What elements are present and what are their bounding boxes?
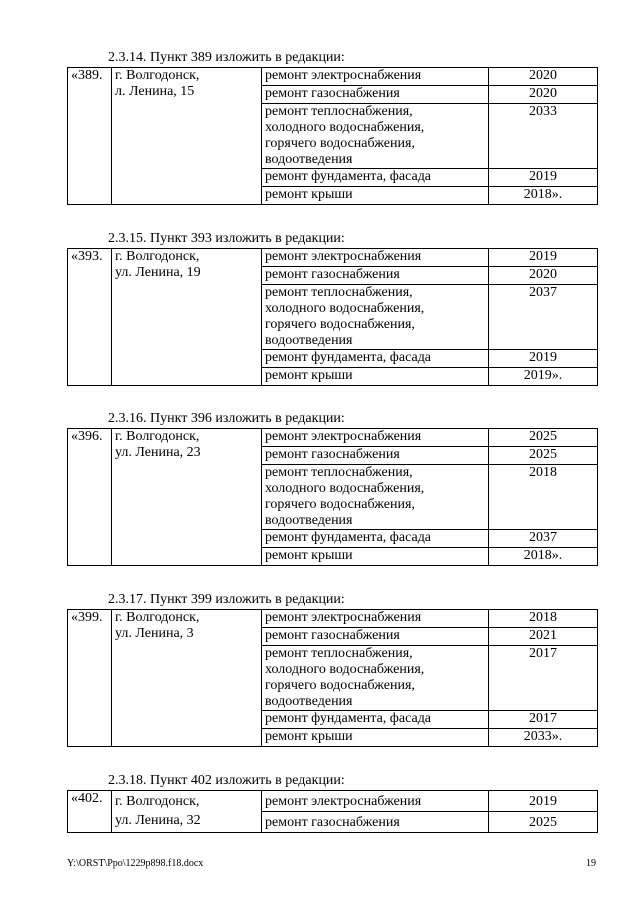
work-year: 2025 <box>489 447 598 465</box>
work-year: 2033 <box>489 104 598 169</box>
work-type: ремонт фундамента, фасада <box>262 530 489 548</box>
work-year: 2020 <box>489 86 598 104</box>
item-number: «396. <box>68 429 112 566</box>
work-type: ремонт фундамента, фасада <box>262 711 489 729</box>
work-type: ремонт электроснабжения <box>262 791 489 812</box>
section-heading: 2.3.16. Пункт 396 изложить в редакции: <box>108 411 345 426</box>
work-year: 2019 <box>489 249 598 267</box>
work-year: 2033». <box>489 729 598 747</box>
work-year: 2018 <box>489 465 598 530</box>
item-number: «402. <box>68 791 112 833</box>
work-year: 2017 <box>489 646 598 711</box>
table-item-402 <box>67 790 598 833</box>
work-year: 2018 <box>489 610 598 628</box>
item-number: «399. <box>68 610 112 747</box>
work-year: 2037 <box>489 285 598 350</box>
work-year: 2021 <box>489 628 598 646</box>
work-type: ремонт газоснабжения <box>262 628 489 646</box>
item-address: г. Волгодонск, ул. Ленина, 32 <box>112 791 262 833</box>
work-type: ремонт газоснабжения <box>262 812 489 833</box>
work-type: ремонт электроснабжения <box>262 68 489 86</box>
work-year: 2017 <box>489 711 598 729</box>
work-type: ремонт крыши <box>262 187 489 205</box>
work-year: 2019 <box>489 169 598 187</box>
item-address: г. Волгодонск, л. Ленина, 15 <box>112 68 262 205</box>
work-year: 2020 <box>489 68 598 86</box>
work-year: 2019». <box>489 368 598 386</box>
work-type: ремонт теплоснабжения, холодного водоснабжения, горячего водоснабжения, водоотведения <box>262 646 489 711</box>
work-year: 2037 <box>489 530 598 548</box>
work-type: ремонт электроснабжения <box>262 249 489 267</box>
work-type: ремонт крыши <box>262 548 489 566</box>
table-item-396 <box>67 428 598 566</box>
item-address: г. Волгодонск, ул. Ленина, 19 <box>112 249 262 386</box>
work-type: ремонт крыши <box>262 729 489 747</box>
work-type: ремонт крыши <box>262 368 489 386</box>
work-type: ремонт электроснабжения <box>262 610 489 628</box>
work-type: ремонт фундамента, фасада <box>262 350 489 368</box>
table-item-393 <box>67 248 598 386</box>
section-heading: 2.3.17. Пункт 399 изложить в редакции: <box>108 592 345 607</box>
work-type: ремонт теплоснабжения, холодного водоснабжения, горячего водоснабжения, водоотведения <box>262 104 489 169</box>
section-heading: 2.3.15. Пункт 393 изложить в редакции: <box>108 231 345 246</box>
work-year: 2025 <box>489 429 598 447</box>
table-item-399 <box>67 609 598 747</box>
item-address: г. Волгодонск, ул. Ленина, 3 <box>112 610 262 747</box>
work-year: 2018». <box>489 548 598 566</box>
table-item-389 <box>67 67 598 205</box>
work-type: ремонт теплоснабжения, холодного водоснабжения, горячего водоснабжения, водоотведения <box>262 465 489 530</box>
section-heading: 2.3.14. Пункт 389 изложить в редакции: <box>108 50 345 65</box>
work-year: 2025 <box>489 812 598 833</box>
work-year: 2020 <box>489 267 598 285</box>
section-heading: 2.3.18. Пункт 402 изложить в редакции: <box>108 773 345 788</box>
page-number: 19 <box>586 858 596 869</box>
item-address: г. Волгодонск, ул. Ленина, 23 <box>112 429 262 566</box>
work-type: ремонт электроснабжения <box>262 429 489 447</box>
footer-file-path: Y:\ORST\Ppo\1229p898.f18.docx <box>67 858 204 869</box>
work-type: ремонт газоснабжения <box>262 86 489 104</box>
item-number: «389. <box>68 68 112 205</box>
item-number: «393. <box>68 249 112 386</box>
work-year: 2019 <box>489 791 598 812</box>
work-type: ремонт газоснабжения <box>262 267 489 285</box>
work-year: 2019 <box>489 350 598 368</box>
work-type: ремонт теплоснабжения, холодного водоснабжения, горячего водоснабжения, водоотведения <box>262 285 489 350</box>
work-type: ремонт фундамента, фасада <box>262 169 489 187</box>
work-year: 2018». <box>489 187 598 205</box>
work-type: ремонт газоснабжения <box>262 447 489 465</box>
